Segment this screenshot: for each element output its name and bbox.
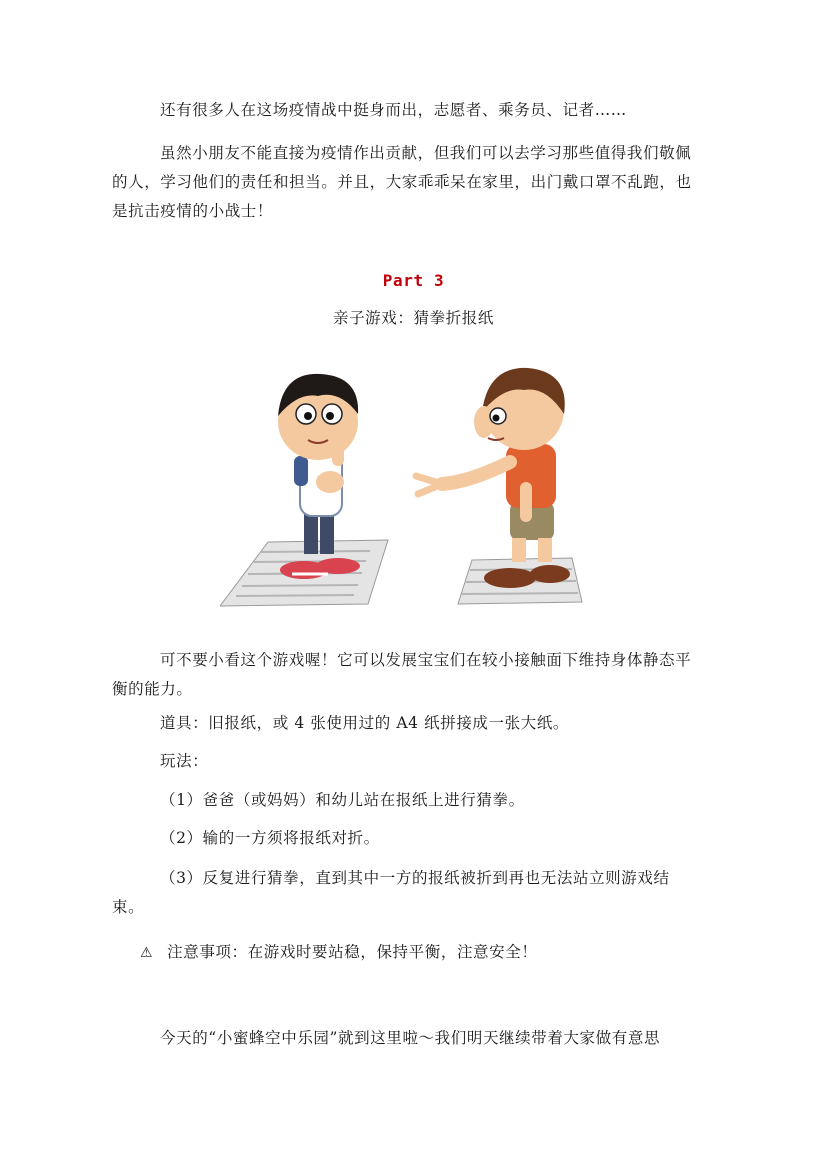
paragraph-step-1: （1）爸爸（或妈妈）和幼儿站在报纸上进行猜拳。 bbox=[160, 791, 525, 809]
warning-text: 注意事项：在游戏时要站稳，保持平衡，注意安全！ bbox=[167, 943, 538, 961]
paragraph-props: 道具：旧报纸，或 4 张使用过的 A4 纸拼接成一张大纸。 bbox=[160, 714, 570, 732]
part-heading: Part 3 bbox=[382, 271, 445, 290]
warning-icon: ⚠ bbox=[140, 945, 154, 961]
paragraph-kids-contribution: 虽然小朋友不能直接为疫情作出贡献，但我们可以去学习那些值得我们敬佩的人，学习他们的责任和担当。并且，大家乖乖呆在家里，出门戴口罩不乱跑，也是抗击疫情的小战士！ bbox=[112, 144, 692, 220]
paragraph-step-3: （3）反复进行猜拳，直到其中一方的报纸被折到再也无法站立则游戏结束。 bbox=[112, 869, 670, 916]
boys-playing-illustration bbox=[220, 352, 702, 630]
section-subtitle: 亲子游戏：猜拳折报纸 bbox=[332, 309, 494, 327]
paragraph-closing: 今天的“小蜜蜂空中乐园”就到这里啦～我们明天继续带着大家做有意思 bbox=[160, 1029, 661, 1047]
paragraph-volunteers: 还有很多人在这场疫情战中挺身而出，志愿者、乘务员、记者…… bbox=[160, 101, 627, 119]
paragraph-step-2: （2）输的一方须将报纸对折。 bbox=[160, 829, 380, 847]
paragraph-game-benefit: 可不要小看这个游戏喔！它可以发展宝宝们在较小接触面下维持身体静态平衡的能力。 bbox=[112, 651, 692, 698]
paragraph-howto: 玩法： bbox=[160, 752, 209, 770]
warning-note bbox=[140, 938, 700, 968]
